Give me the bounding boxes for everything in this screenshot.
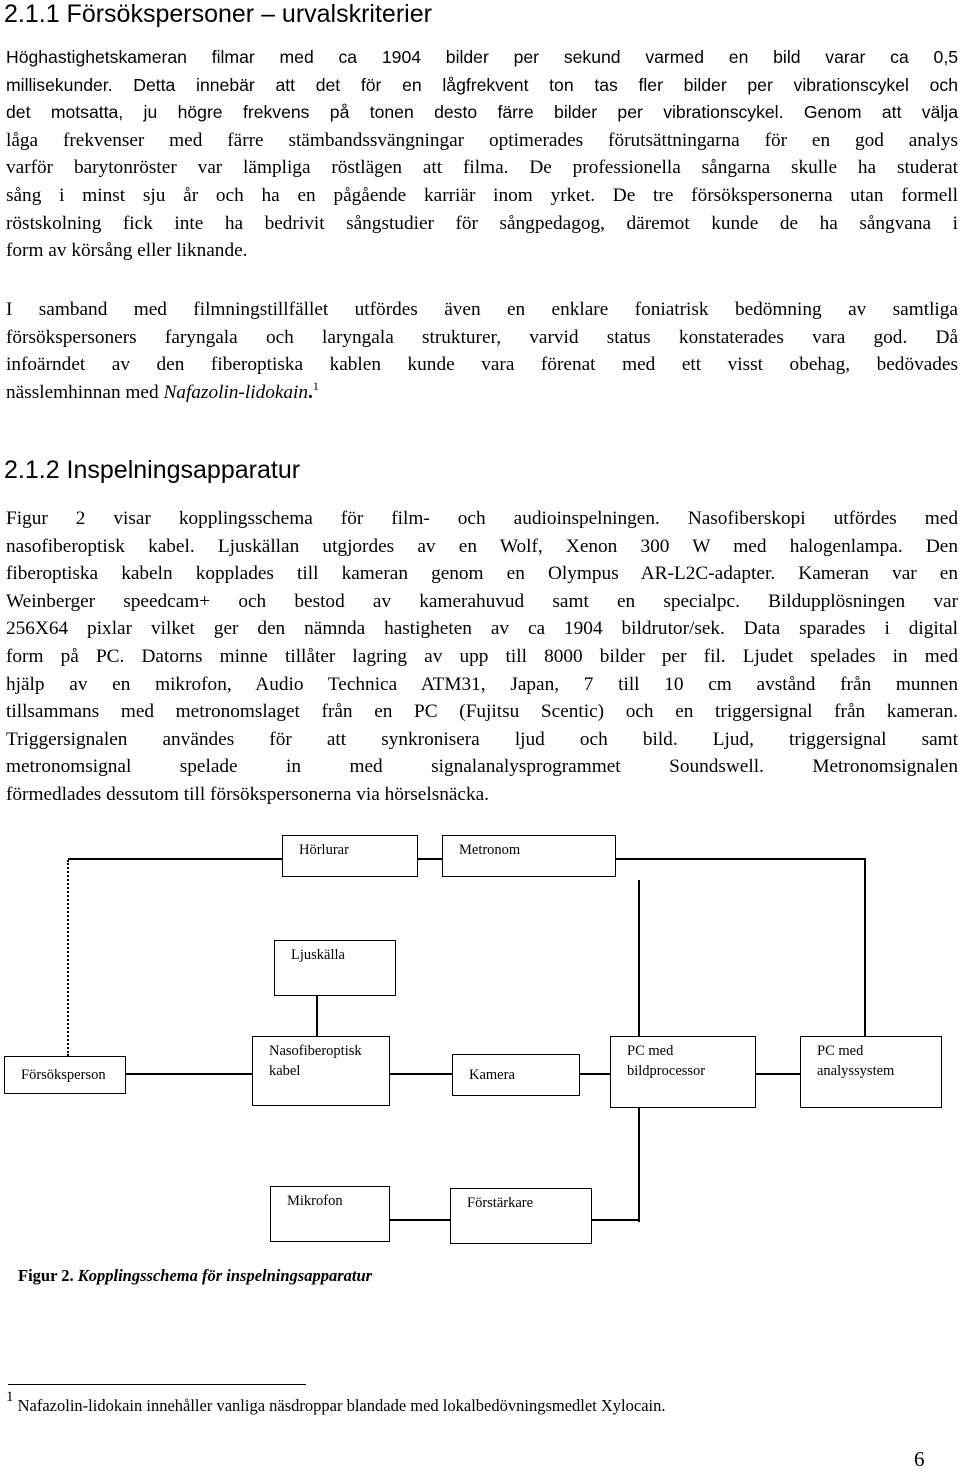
caption-label: Figur 2. [18,1266,74,1285]
box-nasofiber [252,1036,390,1106]
box-label: kabel [269,1063,301,1079]
section-heading-2-1-1: 2.1.1 Försökspersoner – urvalskriterier [4,0,432,28]
connector-right-vertical [864,858,866,1036]
footnote-ref[interactable]: 1 [312,378,319,393]
text-line: infoärndet av den fiberoptiska kablen kunde vara förenat med ett visst obehag, bedövades [6,354,958,376]
box-pc-analyssystem [800,1036,942,1108]
section-heading-2-1-2: 2.1.2 Inspelningsapparatur [4,456,301,484]
text-line: Weinberger speedcam+ och bestod av kamerahuvud samt en specialpc. Bildupplösningen var [6,590,958,612]
text-line: försökspersoners faryngala och laryngala strukturer, varvid status konstaterades vara god. Då [6,326,958,348]
caption-text: Kopplingsschema för inspelningsapparatur [77,1266,373,1285]
text-line: fiberoptiska kabeln kopplades till kameran genom en Olympus AR-L2C-adapter. Kameran var en [6,563,958,585]
text-line: millisekunder. Detta innebär att det för en lågfrekvent ton tas fler bilder per vibrationscykel och [6,74,958,95]
footnote-text: Nafazolin-lidokain innehåller vanliga näsdroppar blandade med lokalbedövningsmedlet Xylocain. [17,1396,666,1415]
box-pc-bildprocessor [610,1036,756,1108]
text-line [6,379,958,407]
box-label: Försöksperson [21,1067,106,1083]
text-line: Triggersignalen användes för att synkronisera ljud och bild. Ljud, triggersignal samt [6,728,958,750]
box-label: Förstärkare [467,1195,534,1211]
connector-left-vertical [67,860,69,1056]
box-label: Hörlurar [299,842,349,858]
box-label: PC med [817,1043,864,1059]
text-line: nasofiberoptisk kabel. Ljuskällan utgjordes av en Wolf, Xenon 300 W med halogenlampa. Den [6,535,958,557]
paragraph-foniatrisk [6,296,958,406]
text-line: form på PC. Datorns minne tillåter lagring av upp till 8000 bilder per fil. Ljudet spelades in med [6,645,958,667]
figure-caption [18,1266,372,1286]
text-line: förmedlades dessutom till försökspersonerna via hörselsnäcka. [6,783,489,805]
text-line: 256X64 pixlar vilket ger den nämnda hastigheten av ca 1904 bildrutor/sek. Data sparades i digital [6,618,958,640]
page-number: 6 [914,1447,925,1471]
box-label: Kamera [469,1067,515,1083]
box-label: Mikrofon [287,1193,343,1209]
text-line: låga frekvenser med färre stämbandssvängningar optimerades förutsättningarna för en god analys [6,129,958,151]
box-forsoksperson [4,1056,126,1094]
text-line: hjälp av en mikrofon, Audio Technica ATM31, Japan, 7 till 10 cm avstånd från munnen [6,673,958,695]
connector-pc-down [638,1108,640,1222]
footnote-separator [8,1384,306,1385]
text-line: I samband med filmningstillfället utfördes även en enklare foniatrisk bedömning av samtliga [6,299,958,320]
box-label: Ljuskälla [291,947,345,963]
text-line: det motsatta, ju högre frekvens på tonen desto färre bilder per vibrationscykel. Genom att välja [6,102,958,123]
text-line: tillsammans med metronomslaget från en PC (Fujitsu Scentic) och en triggersignal från kameran. [6,701,958,723]
box-mikrofon [270,1186,390,1242]
footnote-number: 1 [6,1389,14,1405]
footnote [6,1389,666,1416]
box-metronom [442,835,616,877]
box-forstarkare [450,1188,592,1244]
box-label: Nasofiberoptisk [269,1043,362,1059]
paragraph-inspelning [6,505,958,809]
text-line: form av körsång eller liknande. [6,240,248,262]
box-ljuskalla [274,940,396,996]
period: . [308,381,313,403]
box-label: bildprocessor [627,1063,706,1079]
text-line: Höghastighetskameran filmar med ca 1904 bilder per sekund varmed en bild varar ca 0,5 [6,47,958,67]
box-label: Metronom [459,842,521,858]
text-line: Figur 2 visar kopplingsschema för film- och audioinspelningen. Nasofiberskopi utfördes med [6,508,958,529]
box-label: PC med [627,1043,674,1059]
text-span: nässlemhinnan med [6,381,164,403]
text-line: sång i minst sju år och ha en pågående karriär inom yrket. De tre försökspersonerna utan formell [6,184,958,206]
text-line: metronomsignal spelade in med signalanalysprogrammet Soundswell. Metronomsignalen [6,756,958,778]
paragraph-urval [6,44,958,265]
box-label: analyssystem [817,1063,895,1079]
box-horlurar [282,835,418,877]
text-line: röstskolning fick inte ha bedrivit sångstudier för sångpedagog, däremot kunde de ha sångvana i [6,212,958,234]
connector-metronom-down [638,880,640,1036]
box-kamera [452,1054,580,1096]
text-line: varför barytonröster var lämpliga röstlägen att filma. De professionella sångarna skulle ha studerat [6,157,958,179]
connector-ljuskalla-down [316,996,318,1036]
drug-name: Nafazolin-lidokain [163,381,309,403]
